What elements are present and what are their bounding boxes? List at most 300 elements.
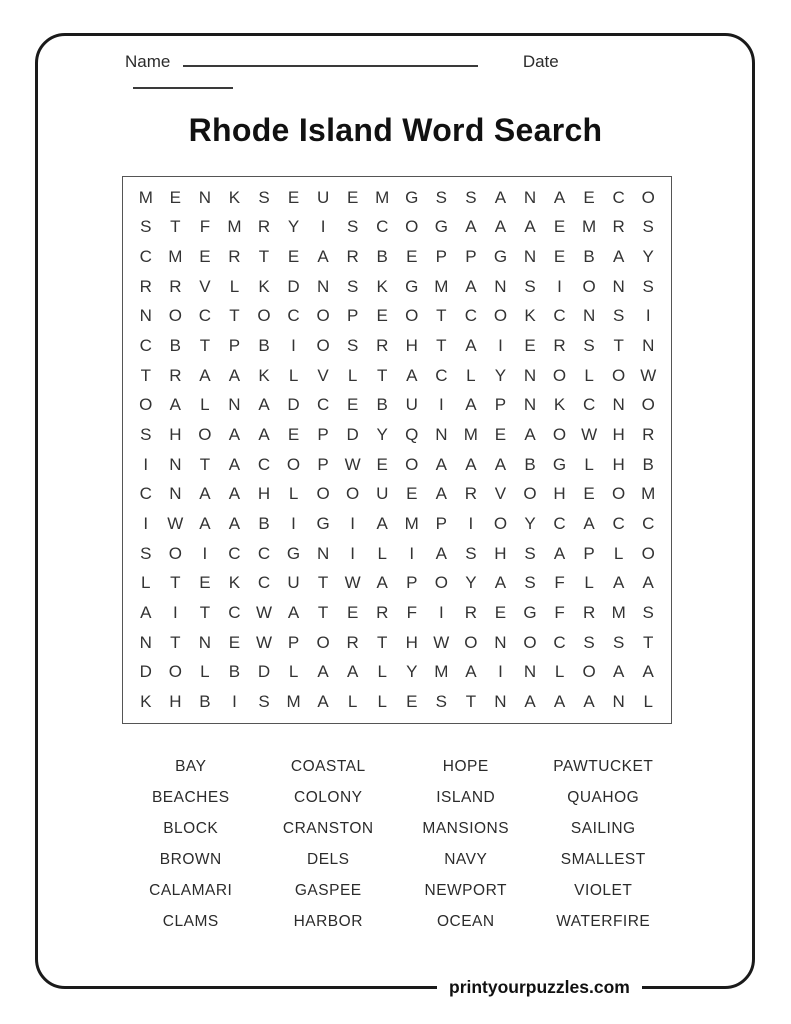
grid-cell-r9c15: O (552, 425, 567, 445)
grid-cell-r6c2: B (169, 336, 181, 356)
grid-cell-r12c18: C (642, 514, 655, 534)
grid-cell-r5c2: O (168, 306, 182, 326)
word-list-item: WATERFIRE (556, 913, 651, 930)
word-list-item: QUAHOG (567, 789, 640, 806)
grid-cell-r16c14: O (523, 632, 537, 652)
grid-cell-r12c17: C (612, 514, 625, 534)
grid-cell-r18c12: T (465, 692, 477, 712)
grid-cell-r8c9: B (376, 395, 388, 415)
grid-cell-r7c7: V (317, 365, 329, 385)
grid-cell-r14c15: F (554, 573, 565, 593)
grid-cell-r16c3: N (198, 632, 212, 652)
grid-cell-r6c5: B (258, 336, 270, 356)
grid-cell-r13c7: N (316, 543, 330, 563)
grid-cell-r9c2: H (169, 425, 182, 445)
grid-cell-r3c8: R (346, 247, 359, 267)
grid-cell-r3c12: P (465, 247, 477, 267)
grid-cell-r11c14: O (523, 484, 537, 504)
grid-cell-r16c1: N (139, 632, 152, 652)
word-list-item: BLOCK (163, 820, 219, 837)
grid-cell-r9c9: Y (376, 425, 388, 445)
grid-cell-r14c16: L (584, 573, 594, 593)
grid-cell-r7c16: L (584, 365, 594, 385)
grid-cell-r13c14: S (524, 543, 536, 563)
grid-cell-r3c11: P (435, 247, 447, 267)
grid-cell-r7c14: N (523, 365, 537, 385)
grid-cell-r8c1: O (139, 395, 153, 415)
grid-cell-r13c18: O (641, 543, 655, 563)
grid-cell-r2c4: M (227, 217, 242, 237)
grid-cell-r12c1: I (143, 514, 149, 534)
grid-cell-r11c3: A (199, 484, 211, 504)
grid-cell-r9c10: Q (405, 425, 419, 445)
grid-cell-r12c12: I (468, 514, 474, 534)
grid-cell-r17c18: A (642, 662, 654, 682)
grid-cell-r4c4: L (229, 276, 240, 296)
grid-cell-r4c9: K (376, 276, 388, 296)
grid-cell-r12c9: A (376, 514, 388, 534)
word-list-item: NAVY (444, 851, 488, 868)
grid-cell-r18c9: L (377, 692, 387, 712)
grid-cell-r14c18: A (642, 573, 654, 593)
grid-cell-r5c15: C (553, 306, 566, 326)
word-list-item: COASTAL (290, 758, 366, 775)
grid-cell-r17c5: D (257, 662, 271, 682)
grid-cell-r9c1: S (140, 425, 152, 445)
grid-cell-r9c7: P (317, 425, 329, 445)
grid-cell-r4c5: K (258, 276, 270, 296)
grid-cell-r5c11: T (436, 306, 447, 326)
grid-cell-r17c11: M (434, 662, 449, 682)
grid-cell-r7c11: C (435, 365, 448, 385)
word-list-item: CLAMS (162, 913, 219, 930)
grid-cell-r18c6: M (286, 692, 301, 712)
grid-cell-r6c15: R (553, 336, 566, 356)
grid-cell-r15c15: F (554, 603, 565, 623)
grid-cell-r15c9: R (376, 603, 389, 623)
grid-cell-r2c17: R (612, 217, 625, 237)
grid-cell-r17c16: O (582, 662, 596, 682)
grid-cell-r8c12: A (465, 395, 477, 415)
word-list-item: HARBOR (293, 913, 363, 930)
grid-cell-r15c2: I (172, 603, 178, 623)
header-fields (125, 50, 670, 74)
grid-cell-r10c3: T (199, 454, 211, 474)
grid-cell-r3c3: E (199, 247, 211, 267)
grid-cell-r6c10: H (405, 336, 418, 356)
grid-cell-r17c15: L (554, 662, 565, 682)
grid-cell-r17c10: Y (406, 662, 418, 682)
grid-cell-r9c16: W (581, 425, 598, 445)
word-list-item: DELS (307, 851, 350, 868)
grid-cell-r2c18: S (642, 217, 654, 237)
grid-cell-r17c12: A (465, 662, 477, 682)
grid-cell-r7c3: A (199, 365, 211, 385)
grid-cell-r12c10: M (404, 514, 419, 534)
grid-cell-r8c14: N (523, 395, 537, 415)
grid-cell-r8c5: A (258, 395, 270, 415)
grid-cell-r16c10: H (405, 632, 418, 652)
grid-cell-r7c2: R (169, 365, 182, 385)
grid-cell-r14c17: A (612, 573, 625, 593)
word-list-item: BROWN (159, 851, 222, 868)
grid-cell-r15c10: F (406, 603, 417, 623)
grid-cell-r13c6: G (286, 543, 301, 563)
grid-cell-r18c17: N (612, 692, 625, 712)
grid-cell-r1c1: M (138, 187, 153, 207)
grid-cell-r11c17: O (612, 484, 626, 504)
grid-cell-r14c14: S (524, 573, 536, 593)
grid-cell-r6c4: P (228, 336, 241, 356)
grid-cell-r6c12: A (465, 336, 477, 356)
grid-cell-r12c3: A (199, 514, 211, 534)
grid-cell-r3c17: A (612, 247, 625, 267)
grid-cell-r11c13: V (494, 484, 507, 504)
grid-cell-r11c6: L (288, 484, 299, 504)
grid-cell-r5c4: T (229, 306, 240, 326)
grid-cell-r3c9: B (376, 247, 388, 267)
grid-cell-r9c17: H (612, 425, 625, 445)
grid-cell-r6c8: S (346, 336, 359, 356)
grid-cell-r15c4: C (228, 603, 241, 623)
grid-cell-r16c5: W (255, 632, 273, 652)
name-blank-line (183, 50, 478, 67)
grid-cell-r9c18: R (642, 425, 655, 445)
grid-cell-r6c3: T (199, 336, 211, 356)
grid-cell-r16c15: C (553, 632, 566, 652)
letter-grid (122, 176, 672, 724)
grid-cell-r8c16: C (582, 395, 596, 415)
grid-cell-r14c12: Y (465, 573, 477, 593)
grid-cell-r15c12: R (464, 603, 478, 623)
grid-cell-r7c5: K (258, 365, 270, 385)
grid-cell-r2c9: C (376, 217, 389, 237)
grid-cell-r1c4: K (228, 187, 241, 207)
grid-cell-r7c17: O (612, 365, 626, 385)
grid-cell-r2c10: O (405, 217, 419, 237)
grid-cell-r6c6: I (291, 336, 296, 356)
grid-cell-r13c8: I (350, 543, 356, 563)
grid-cell-r5c6: C (287, 306, 300, 326)
grid-cell-r15c11: I (438, 603, 444, 623)
grid-cell-r1c7: U (316, 187, 330, 207)
grid-cell-r12c6: I (291, 514, 296, 534)
grid-cell-r16c13: N (494, 632, 507, 652)
grid-cell-r16c8: R (346, 632, 359, 652)
word-list-item: SMALLEST (560, 851, 646, 868)
grid-cell-r12c13: O (493, 514, 508, 534)
grid-cell-r7c13: Y (494, 365, 507, 385)
grid-cell-r14c13: A (494, 573, 507, 593)
grid-cell-r3c7: A (317, 247, 329, 267)
grid-cell-r5c14: K (524, 306, 536, 326)
grid-cell-r8c13: P (494, 395, 507, 415)
grid-cell-r5c8: P (346, 306, 359, 326)
grid-cell-r17c17: A (612, 662, 625, 682)
grid-cell-r7c4: A (228, 365, 241, 385)
grid-cell-r1c17: C (612, 187, 625, 207)
grid-cell-r10c14: B (524, 454, 536, 474)
grid-cell-r6c18: N (642, 336, 655, 356)
grid-cell-r4c8: S (346, 276, 359, 296)
grid-cell-r8c6: D (287, 395, 300, 415)
grid-cell-r7c1: T (140, 365, 151, 385)
grid-cell-r5c18: I (645, 306, 651, 326)
grid-cell-r11c11: A (435, 484, 447, 504)
grid-cell-r3c4: R (228, 247, 241, 267)
grid-cell-r14c7: T (317, 573, 329, 593)
grid-cell-r16c12: O (464, 632, 478, 652)
grid-cell-r9c11: N (435, 425, 448, 445)
grid-cell-r11c10: E (406, 484, 418, 504)
grid-cell-r1c18: O (641, 187, 655, 207)
grid-cell-r11c15: H (553, 484, 566, 504)
word-list (122, 758, 672, 931)
grid-cell-r15c13: E (494, 603, 507, 623)
grid-cell-r17c1: D (139, 662, 152, 682)
grid-cell-r9c12: M (463, 425, 478, 445)
grid-cell-r18c11: S (435, 692, 447, 712)
word-list-item: OCEAN (436, 913, 495, 930)
grid-cell-r11c2: N (169, 484, 182, 504)
grid-cell-r2c12: A (465, 217, 477, 237)
grid-cell-r1c5: S (258, 187, 270, 207)
grid-cell-r8c15: K (553, 395, 566, 415)
grid-cell-r2c14: A (524, 217, 536, 237)
grid-cell-r14c9: A (376, 573, 388, 593)
grid-cell-r6c14: E (524, 336, 536, 356)
grid-cell-r8c8: E (346, 395, 359, 415)
grid-cell-r16c18: T (643, 632, 654, 652)
grid-cell-r13c4: C (228, 543, 241, 563)
grid-cell-r17c9: L (377, 662, 387, 682)
grid-cell-r8c3: L (200, 395, 210, 415)
grid-cell-r4c7: N (316, 276, 330, 296)
grid-cell-r10c12: A (465, 454, 477, 474)
grid-cell-r13c11: A (435, 543, 447, 563)
grid-cell-r2c16: M (582, 217, 597, 237)
grid-cell-r14c1: L (141, 573, 151, 593)
word-list-item: MANSIONS (422, 820, 510, 837)
page-title: Rhode Island Word Search (188, 112, 603, 148)
grid-cell-r15c1: A (140, 603, 152, 623)
grid-cell-r4c18: S (642, 276, 654, 296)
grid-cell-r11c16: E (583, 484, 595, 504)
grid-cell-r13c5: C (257, 543, 271, 563)
grid-cell-r12c11: P (435, 514, 447, 534)
grid-cell-r4c1: R (139, 276, 152, 296)
word-list-item: PAWTUCKET (553, 758, 654, 775)
grid-cell-r11c9: U (376, 484, 389, 504)
grid-cell-r5c10: O (405, 306, 419, 326)
grid-cell-r3c14: N (523, 247, 537, 267)
grid-cell-r18c18: L (643, 692, 653, 712)
grid-cell-r8c4: N (228, 395, 241, 415)
word-list-item: BAY (175, 758, 207, 775)
grid-cell-r8c18: O (641, 395, 655, 415)
grid-cell-r1c14: N (523, 187, 537, 207)
grid-cell-r1c3: N (198, 187, 212, 207)
grid-cell-r18c3: B (199, 692, 211, 712)
grid-cell-r14c4: K (228, 573, 241, 593)
grid-cell-r2c15: E (553, 217, 566, 237)
grid-cell-r12c2: W (167, 514, 184, 534)
grid-cell-r9c6: E (287, 425, 300, 445)
grid-cell-r4c11: M (434, 276, 449, 296)
date-label: Date (522, 52, 559, 71)
grid-cell-r13c12: S (465, 543, 477, 563)
grid-cell-r6c9: R (376, 336, 389, 356)
grid-cell-r2c8: S (346, 217, 359, 237)
grid-cell-r18c2: H (169, 692, 182, 712)
grid-cell-r3c2: M (168, 247, 183, 267)
grid-cell-r11c18: M (641, 484, 656, 504)
word-list-item: CRANSTON (282, 820, 374, 837)
grid-cell-r4c3: V (199, 276, 211, 296)
grid-cell-r10c10: O (405, 454, 419, 474)
grid-cell-r1c9: M (375, 187, 390, 207)
grid-cell-r18c15: A (553, 692, 566, 712)
grid-cell-r8c7: C (316, 395, 330, 415)
grid-cell-r14c8: W (344, 573, 361, 593)
grid-cell-r10c7: P (317, 454, 329, 474)
grid-cell-r15c18: S (642, 603, 654, 623)
grid-cell-r7c15: O (552, 365, 567, 385)
grid-cell-r11c1: C (139, 484, 152, 504)
grid-cell-r12c4: A (228, 514, 241, 534)
grid-cell-r8c10: U (405, 395, 418, 415)
grid-cell-r5c3: C (198, 306, 212, 326)
grid-cell-r3c5: T (258, 247, 270, 267)
grid-cell-r18c13: N (494, 692, 507, 712)
grid-cell-r2c7: I (320, 217, 326, 237)
grid-cell-r8c2: A (169, 395, 181, 415)
grid-cell-r10c2: N (169, 454, 182, 474)
grid-cell-r4c2: R (169, 276, 182, 296)
grid-cell-r6c11: T (436, 336, 447, 356)
grid-cell-r1c6: E (287, 187, 300, 207)
grid-cell-r16c16: S (583, 632, 595, 652)
grid-cell-r10c16: L (584, 454, 594, 474)
grid-cell-r17c14: N (523, 662, 537, 682)
grid-cell-r9c8: D (346, 425, 359, 445)
grid-cell-r17c2: O (168, 662, 182, 682)
grid-cell-r11c7: O (316, 484, 330, 504)
grid-cell-r10c4: A (228, 454, 241, 474)
grid-cell-r18c4: I (232, 692, 237, 712)
grid-cell-r5c9: E (376, 306, 388, 326)
grid-cell-r5c5: O (257, 306, 271, 326)
grid-cell-r10c1: I (143, 454, 149, 474)
grid-cell-r1c8: E (346, 187, 359, 207)
grid-cell-r1c13: A (494, 187, 507, 207)
grid-cell-r3c1: C (139, 247, 152, 267)
grid-cell-r11c5: H (257, 484, 271, 504)
date-blank-line (133, 72, 233, 89)
grid-cell-r2c11: G (434, 217, 448, 237)
grid-cell-r1c10: G (405, 187, 419, 207)
grid-cell-r11c12: R (464, 484, 478, 504)
grid-cell-r16c2: T (170, 632, 181, 652)
grid-cell-r1c2: E (169, 187, 181, 207)
grid-cell-r18c16: A (583, 692, 595, 712)
grid-cell-r5c7: O (316, 306, 330, 326)
grid-cell-r9c5: A (258, 425, 270, 445)
grid-cell-r6c13: I (498, 336, 503, 356)
grid-cell-r16c11: W (433, 632, 450, 652)
grid-cell-r4c14: S (524, 276, 536, 296)
grid-cell-r13c15: A (553, 543, 566, 563)
word-list-item: ISLAND (436, 789, 496, 806)
grid-cell-r1c11: S (435, 187, 447, 207)
grid-cell-r17c3: L (200, 662, 210, 682)
grid-cell-r3c16: B (583, 247, 595, 267)
grid-cell-r10c9: E (376, 454, 388, 474)
grid-cell-r15c5: W (255, 603, 273, 623)
grid-cell-r12c15: C (553, 514, 566, 534)
grid-cell-r9c14: A (524, 425, 536, 445)
grid-cell-r4c15: I (557, 276, 562, 296)
grid-cell-r12c5: B (258, 514, 270, 534)
grid-cell-r7c9: T (377, 365, 388, 385)
grid-cell-r13c17: L (613, 543, 624, 563)
grid-cell-r15c3: T (199, 603, 211, 623)
grid-cell-r17c13: I (498, 662, 503, 682)
grid-cell-r14c3: E (199, 573, 211, 593)
grid-cell-r15c16: R (582, 603, 596, 623)
grid-cell-r14c5: C (257, 573, 271, 593)
grid-cell-r5c16: N (582, 306, 596, 326)
grid-cell-r3c13: G (493, 247, 508, 267)
grid-cell-r14c6: U (287, 573, 300, 593)
grid-cell-r17c6: L (288, 662, 299, 682)
grid-cell-r15c6: A (287, 603, 300, 623)
grid-cell-r4c10: G (405, 276, 419, 296)
grid-cell-r16c4: E (228, 632, 241, 652)
grid-cell-r10c8: W (344, 454, 361, 474)
grid-cell-r10c18: B (642, 454, 654, 474)
grid-cell-r2c1: S (140, 217, 152, 237)
grid-cell-r2c6: Y (287, 217, 300, 237)
grid-cell-r13c3: I (202, 543, 208, 563)
grid-cell-r18c7: A (317, 692, 329, 712)
grid-cell-r11c8: O (346, 484, 360, 504)
grid-cell-r8c11: I (438, 395, 444, 415)
grid-cell-r10c6: O (286, 454, 301, 474)
name-label: Name (125, 52, 171, 71)
grid-cell-r10c11: A (435, 454, 447, 474)
grid-cell-r13c16: P (583, 543, 595, 563)
grid-cell-r15c7: T (317, 603, 329, 623)
grid-cell-r4c12: A (465, 276, 477, 296)
word-list-item: BEACHES (151, 789, 230, 806)
grid-cell-r3c18: Y (642, 247, 654, 267)
word-list-item: VIOLET (574, 882, 633, 899)
grid-cell-r16c9: T (377, 632, 388, 652)
grid-cell-r4c17: N (612, 276, 625, 296)
grid-cell-r12c16: A (583, 514, 595, 534)
word-list-item: HOPE (442, 758, 489, 775)
grid-cell-r5c1: N (139, 306, 152, 326)
grid-cell-r15c17: M (611, 603, 626, 623)
grid-cell-r16c7: O (316, 632, 330, 652)
grid-cell-r1c12: S (465, 187, 477, 207)
grid-cell-r4c16: O (582, 276, 596, 296)
grid-cell-r2c5: R (257, 217, 271, 237)
grid-cell-r15c14: G (523, 603, 537, 623)
grid-cell-r4c13: N (494, 276, 507, 296)
grid-cell-r12c8: I (350, 514, 356, 534)
